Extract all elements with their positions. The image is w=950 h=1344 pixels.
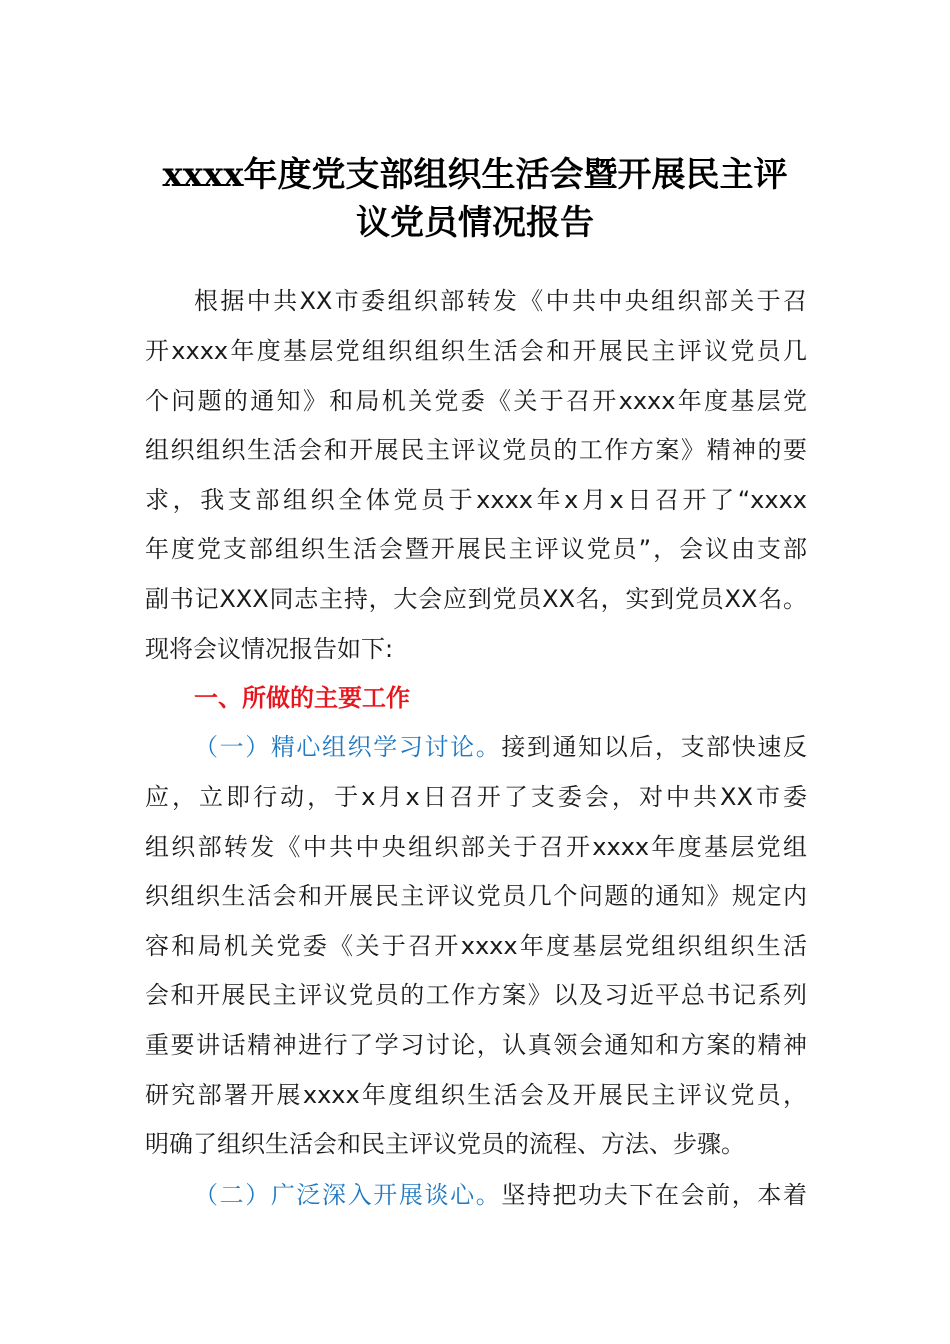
item-1-first-text: 接到通知以后，支部快速反	[501, 733, 808, 761]
document-title-line-1: xxxx年度党支部组织生活会暨开展民主评	[162, 155, 788, 195]
item-1-line: 研究部署开展xxxx年度组织生活会及开展民主评议党员，	[145, 1081, 807, 1109]
item-2-first-line	[194, 1170, 807, 1220]
intro-line: 年度党支部组织生活会暨开展民主评议党员”，会议由支部	[145, 535, 807, 563]
item-1-line: 重要讲话精神进行了学习讨论，认真领会通知和方案的精神	[145, 1031, 807, 1059]
item-1-line: 组织部转发《中共中央组织部关于召开xxxx年度基层党组	[145, 833, 807, 861]
intro-line: 现将会议情况报告如下:	[145, 635, 394, 663]
intro-line: 副书记XXX同志主持，大会应到党员XX名，实到党员XX名。	[145, 585, 807, 613]
item-1-line: 应，立即行动，于x月x日召开了支委会，对中共XX市委	[145, 783, 807, 811]
item-1-line: 织组织生活会和开展民主评议党员几个问题的通知》规定内	[145, 882, 807, 910]
item-2-subheading: （二）广泛深入开展谈心。	[194, 1181, 502, 1209]
item-2-first-text: 坚持把功夫下在会前，本着	[501, 1181, 808, 1209]
item-1-line: 明确了组织生活会和民主评议党员的流程、方法、步骤。	[145, 1130, 745, 1158]
section-heading: 一、所做的主要工作	[194, 684, 410, 712]
intro-line: 求，我支部组织全体党员于xxxx年x月x日召开了“xxxx	[145, 486, 807, 514]
item-1-line: 容和局机关党委《关于召开xxxx年度基层党组织组织生活	[145, 932, 807, 960]
intro-line: 开xxxx年度基层党组织组织生活会和开展民主评议党员几	[145, 337, 807, 365]
item-1-line: 会和开展民主评议党员的工作方案》以及习近平总书记系列	[145, 981, 807, 1009]
document-title-line-2: 议党员情况报告	[356, 203, 594, 243]
item-1-first-line	[194, 722, 807, 772]
item-1-subheading: （一）精心组织学习讨论。	[194, 733, 502, 761]
intro-line: 个问题的通知》和局机关党委《关于召开xxxx年度基层党	[145, 387, 807, 415]
intro-line: 根据中共XX市委组织部转发《中共中央组织部关于召	[194, 287, 807, 315]
intro-line: 组织组织生活会和开展民主评议党员的工作方案》精神的要	[145, 436, 807, 464]
